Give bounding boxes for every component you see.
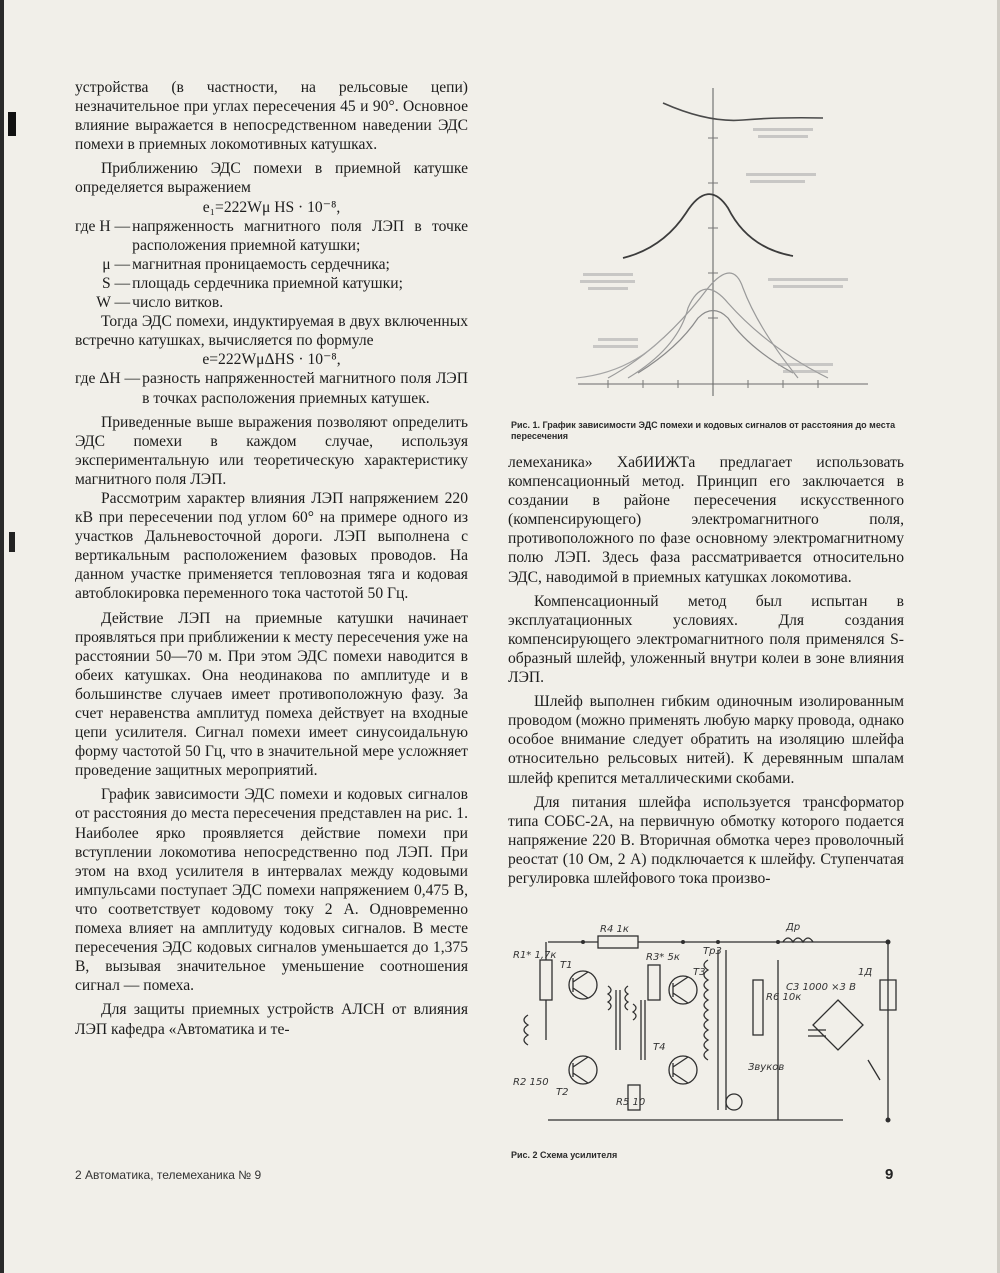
- meter-circle: [726, 1094, 742, 1110]
- paragraph: Для защиты приемных устройств АЛСН от влияния ЛЭП кафедра «Автоматика и те-: [75, 1001, 468, 1038]
- label-tr3: Тр3: [703, 946, 722, 957]
- label-r3: R3* 5к: [646, 952, 680, 963]
- paragraph: Компенсационный метод был испытан в эксплуатационных условиях. Для создания компенсирующего электромагнитного поля применялся S-образный шлейф, уложенный внутри колеи в зоне влияния ЛЭП.: [508, 592, 904, 687]
- input-coil: [524, 1015, 528, 1045]
- paragraph: Приведенные выше выражения позволяют определить ЭДС помехи в каждом случае, используя экспериментальную или теоретическую характеристику магнитного поля ЛЭП.: [75, 413, 468, 488]
- journal-footer: 2 Автоматика, телемеханика № 9: [75, 1168, 262, 1182]
- figure-2-caption: Рис. 2 Схема усилителя: [511, 1150, 618, 1160]
- bridge-rectifier: [813, 1000, 863, 1050]
- label-fuse: 1Д: [858, 967, 873, 978]
- label-c3: С3 1000 ×3 В: [786, 982, 856, 993]
- label-t4: T4: [653, 1042, 666, 1053]
- graph-curve-noise-left: [608, 273, 798, 378]
- label-dr: Др: [786, 922, 801, 933]
- fuse-1a: [880, 942, 896, 1120]
- label-t1: T1: [560, 960, 573, 971]
- figure-1-caption: Рис. 1. График зависимости ЭДС помехи и кодовых сигналов от расстояния до места пересечения: [511, 420, 896, 441]
- paragraph: лемеханика» ХабИИЖТа предлагает использовать компенсационный метод. Принцип его заключается в создании в районе пересечения искусственного (компенсирующего) электромагнитного поля, противоположного по фазе основному электромагнитному полю ЛЭП. Здесь фаза рассматривается относительно ЭДС, наводимой в приемных катушках локомотива.: [508, 454, 904, 586]
- definition-symbol: μ —: [102, 255, 131, 273]
- definition-text: разность напряженностей магнитного поля ЛЭП в точках расположения приемных катушек.: [142, 370, 468, 407]
- binding-mark: [8, 112, 16, 136]
- definition-symbol: где ΔH —: [75, 370, 141, 388]
- scan-edge-left: [0, 0, 4, 1273]
- label-r4: R4 1к: [600, 924, 629, 935]
- label-r1: R1* 1,7к: [513, 950, 557, 961]
- definition-symbol: W —: [96, 294, 131, 312]
- figure-1-graph: [568, 78, 908, 404]
- paragraph: Шлейф выполнен гибким одиночным изолированным проводом (можно применять любую марку провода, однако особое внимание следует обратить на изоляцию шлейфа относительно рельсовых нитей). К деревянным шпалам шлейф крепится металлическими скобами.: [508, 693, 904, 787]
- label-t2: T2: [556, 1087, 569, 1098]
- definition-text: магнитная проницаемость сердечника;: [132, 255, 390, 273]
- paragraph: Приближению ЭДС помехи в приемной катушке определяется выражением: [75, 160, 468, 197]
- page-number: 9: [885, 1166, 894, 1183]
- graph-curve-code-signals: [623, 194, 793, 258]
- transformer-tr1: [608, 986, 628, 1050]
- switch: [868, 1060, 880, 1080]
- label-r6: R6 10к: [766, 992, 802, 1003]
- definition-text: площадь сердечника приемной катушки;: [132, 274, 403, 292]
- paragraph: Тогда ЭДС помехи, индуктируемая в двух включенных встречно катушках, вычисляется по формуле: [75, 313, 468, 350]
- definition-symbol: где H —: [75, 217, 131, 235]
- resistor-r4: [598, 936, 638, 948]
- transformer-tr3-core: [718, 950, 726, 1110]
- figure-2-schematic: [508, 920, 913, 1145]
- paragraph: Действие ЛЭП на приемные катушки начинает проявляться при приближении к месту пересечения уже на расстоянии 50—70 м. При этом ЭДС помехи наводится в обеих катушках. Она неодинакова по амплитуде и в большинстве случаев имеет противоположную фазу. За счет неравенства амплитуд помеха действует на входные цепи усилителя. Сигнал помехи имеет синусоидальную форму частотой 50 Гц, что в значительной мере усложняет проведение защитных мероприятий.: [75, 609, 468, 780]
- definitions-list: [75, 369, 468, 407]
- resistor-r3: [648, 965, 660, 1000]
- left-column: [75, 78, 468, 1039]
- paragraph: устройства (в частности, на рельсовые цепи) незначительное при углах пересечения 45 и 90°. Основное влияние выражается в непосредственном наведении ЭДС помехи в приемных локомотивных катушках.: [75, 79, 468, 154]
- graph-curve-code-normal: [663, 103, 823, 120]
- label-t3: T3: [693, 967, 706, 978]
- label-zvuk: Звуков: [748, 1062, 785, 1073]
- definition-text: число витков.: [132, 294, 224, 312]
- label-r2: R2 150: [513, 1077, 549, 1088]
- definition-text: напряженность магнитного поля ЛЭП в точке расположения приемной катушки;: [132, 217, 468, 254]
- binding-mark: [9, 532, 15, 552]
- right-column: [508, 453, 904, 888]
- paragraph: Рассмотрим характер влияния ЛЭП напряжением 220 кВ при пересечении под углом 60° на примере одного из участков Дальневосточной дороги. ЛЭП выполнена с вертикальным расположением фазовых проводов. На данном участке применяется тепловозная тяга и кодовая автоблокировка переменного тока частотой 50 Гц.: [75, 489, 468, 603]
- formula: e₁=222Wμ HS · 10⁻⁸,: [202, 198, 341, 216]
- formula: e=222WμΔHS · 10⁻⁸,: [202, 351, 341, 369]
- paragraph: График зависимости ЭДС помехи и кодовых сигналов от расстояния до места пересечения представлен на рис. 1. Наиболее ярко проявляется действие помехи при вступлении локомотива непосредственно под ЛЭП. При этом на вход усилителя в интервалах между кодовыми импульсами поступает ЭДС помехи напряжением 0,475 В, что соответствует кодовому току 2 А. Одновременно помеха влияет на амплитуду кодовых сигналов. В месте пересечения ЭДС кодовых сигналов уменьшается до 1,375 В, вызывая значительное уменьшение соотношения сигнал — помеха.: [75, 786, 468, 995]
- resistor-r6: [753, 980, 763, 1035]
- paragraph: Для питания шлейфа используется трансформатор типа СОБС-2А, на первичную обмотку которого подается напряжение 220 В. Вторичная обмотка через проволочный реостат (10 Ом, 2 А) подключается к шлейфу. Ступенчатая регулировка шлейфового тока произво-: [508, 793, 904, 887]
- label-r5: R5 10: [616, 1097, 646, 1108]
- resistor-r1: [540, 960, 552, 1000]
- definition-symbol: S —: [101, 274, 131, 292]
- definitions-list: [75, 217, 468, 312]
